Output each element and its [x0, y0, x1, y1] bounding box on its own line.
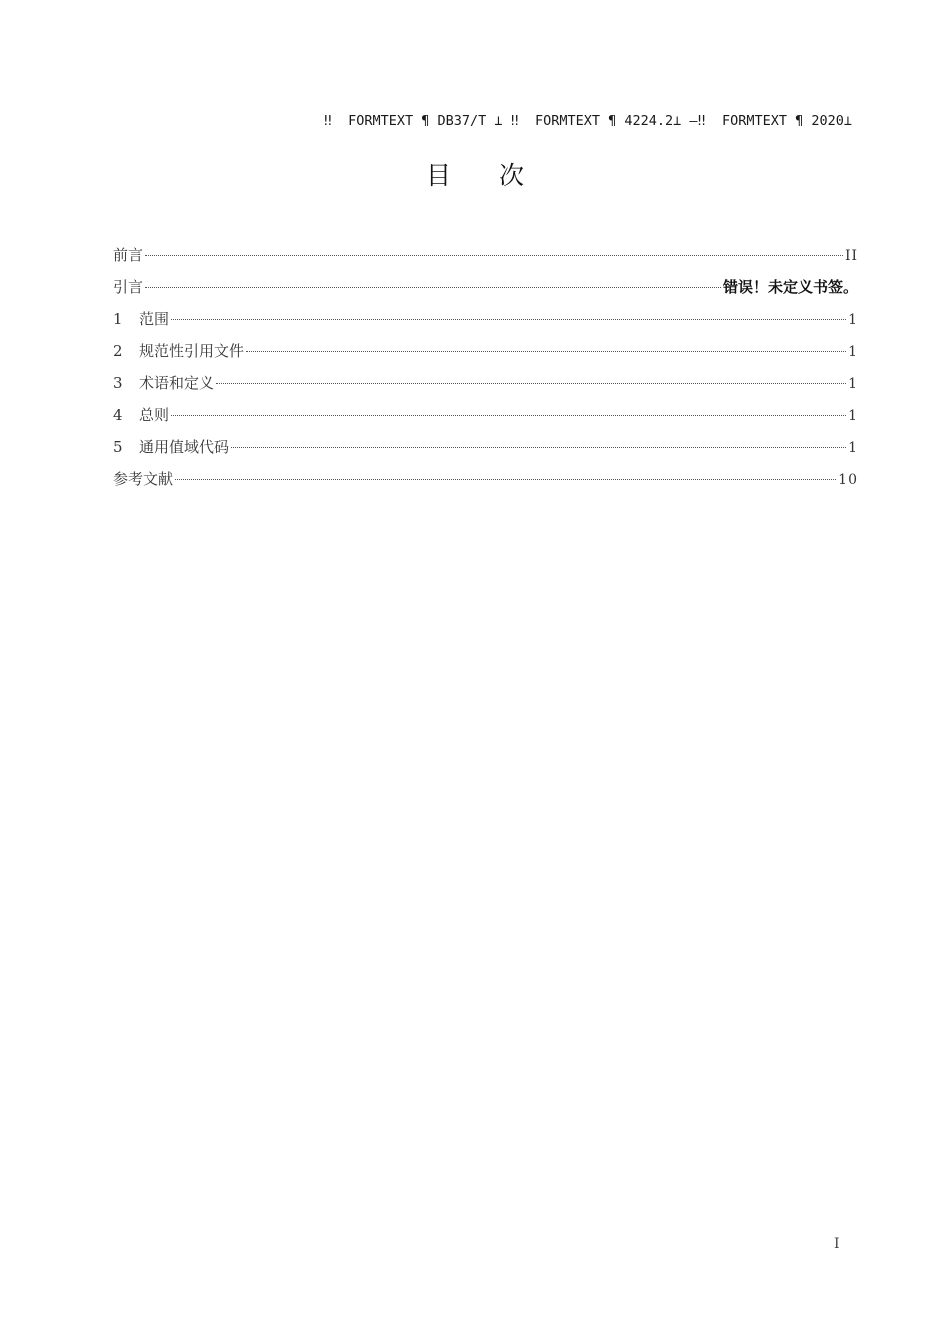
toc-entry-general[interactable]	[113, 404, 858, 436]
toc-entry-number: 4	[113, 406, 123, 424]
toc-entry-normative-references[interactable]	[113, 340, 858, 372]
toc-entry-general-value-codes[interactable]	[113, 436, 858, 468]
toc-entry-bibliography[interactable]	[113, 468, 858, 500]
table-of-contents	[113, 244, 858, 500]
toc-entry-label: 规范性引用文件	[139, 342, 245, 360]
toc-entry-label: 前言	[113, 246, 144, 264]
dot-leader	[145, 287, 721, 288]
toc-entry-number: 1	[113, 310, 123, 328]
toc-entry-label: 范围	[139, 310, 170, 328]
toc-entry-label: 参考文献	[113, 470, 174, 488]
dot-leader	[171, 319, 846, 320]
toc-entry-page-error: 错误！未定义书签。	[722, 278, 858, 296]
toc-entry-label: 通用值域代码	[139, 438, 230, 456]
toc-entry-number: 5	[113, 438, 123, 456]
dot-leader	[145, 255, 843, 256]
toc-entry-scope[interactable]	[113, 308, 858, 340]
toc-entry-page: 1	[848, 344, 858, 360]
toc-entry-label: 术语和定义	[139, 374, 215, 392]
toc-entry-foreword[interactable]	[113, 244, 858, 276]
toc-entry-page: 1	[848, 440, 858, 456]
toc-entry-page: 10	[838, 472, 858, 488]
standard-code-header: ‼ FORMTEXT ¶ DB37/T ⊥ ‼ FORMTEXT ¶ 4224.2⊥ —‼ FORMTEXT ¶ 2020⊥	[323, 113, 852, 129]
page-number: I	[834, 1236, 840, 1252]
toc-entry-page: II	[844, 248, 858, 264]
toc-entry-terms-definitions[interactable]	[113, 372, 858, 404]
toc-entry-page: 1	[848, 376, 858, 392]
dot-leader	[171, 415, 846, 416]
toc-entry-number: 2	[113, 342, 123, 360]
toc-entry-introduction[interactable]	[113, 276, 858, 308]
toc-entry-label: 总则	[139, 406, 170, 424]
toc-entry-label: 引言	[113, 278, 144, 296]
dot-leader	[175, 479, 836, 480]
toc-entry-page: 1	[848, 312, 858, 328]
toc-entry-page: 1	[848, 408, 858, 424]
dot-leader	[246, 351, 846, 352]
dot-leader	[216, 383, 846, 384]
toc-entry-number: 3	[113, 374, 123, 392]
dot-leader	[231, 447, 846, 448]
toc-title: 目次	[425, 161, 572, 190]
